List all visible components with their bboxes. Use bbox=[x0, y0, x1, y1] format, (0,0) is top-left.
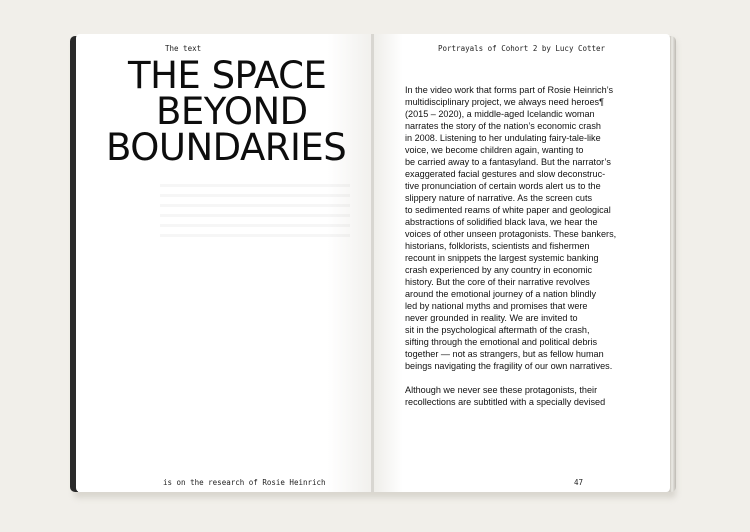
chapter-title bbox=[106, 54, 366, 169]
body-line: tive pronunciation of certain words alert us to the bbox=[405, 181, 601, 191]
body-line: historians, folklorists, scientists and fishermen bbox=[405, 241, 590, 251]
body-line: narrates the story of the nation’s economic crash bbox=[405, 121, 601, 131]
body-line: (2015 – 2020), a middle-aged Icelandic woman bbox=[405, 109, 595, 119]
page-number: 47 bbox=[574, 478, 584, 487]
left-running-head: The text bbox=[165, 44, 202, 53]
body-text bbox=[405, 84, 655, 408]
body-line: led by national myths and promises that were bbox=[405, 301, 588, 311]
body-line: sit in the psychological aftermath of the crash, bbox=[405, 325, 590, 335]
body-line: slippery nature of narrative. As the screen cuts bbox=[405, 193, 593, 203]
body-line: sifting through the emotional and political debris bbox=[405, 337, 598, 347]
body-line: recount in snippets the largest systemic banking bbox=[405, 253, 599, 263]
body-line: together — not as strangers, but as fellow human bbox=[405, 349, 604, 359]
body-line: be carried away to a fantasyland. But the narrator’s bbox=[405, 157, 611, 167]
title-line: THE SPACE bbox=[128, 54, 327, 97]
right-running-head: Portrayals of Cohort 2 by Lucy Cotter bbox=[438, 44, 606, 53]
body-line: never grounded in reality. We are invited to bbox=[405, 313, 578, 323]
left-footer: is on the research of Rosie Heinrich bbox=[163, 478, 326, 487]
body-line: in 2008. Listening to her undulating fairy-tale-like bbox=[405, 133, 601, 143]
body-line: exaggerated facial gestures and slow deconstruc- bbox=[405, 169, 606, 179]
body-line: to sedimented reams of white paper and geological bbox=[405, 205, 611, 215]
body-line: voice, we become children again, wanting to bbox=[405, 145, 584, 155]
book-gutter bbox=[371, 34, 374, 492]
body-line: abstractions of solidified black lava, we hear the bbox=[405, 217, 598, 227]
body-line: In the video work that forms part of Rosie Heinrich’s bbox=[405, 85, 614, 95]
body-line: beings navigating the fragility of our own narratives. bbox=[405, 361, 613, 371]
body-line: history. But the core of their narrative revolves bbox=[405, 277, 590, 287]
body-line: Although we never see these protagonists, their bbox=[405, 385, 598, 395]
body-line: crash experienced by any country in economic bbox=[405, 265, 593, 275]
body-line: recollections are subtitled with a specially devised bbox=[405, 397, 606, 407]
body-line: multidisciplinary project, we always need heroes¶ bbox=[405, 97, 604, 107]
paragraph-gap bbox=[405, 372, 655, 384]
show-through-text bbox=[160, 184, 350, 244]
title-line: BOUNDARIES bbox=[106, 126, 347, 169]
body-line: around the emotional journey of a nation blindly bbox=[405, 289, 597, 299]
body-line: voices of other unseen protagonists. These bankers, bbox=[405, 229, 617, 239]
title-line: BEYOND bbox=[156, 90, 308, 133]
